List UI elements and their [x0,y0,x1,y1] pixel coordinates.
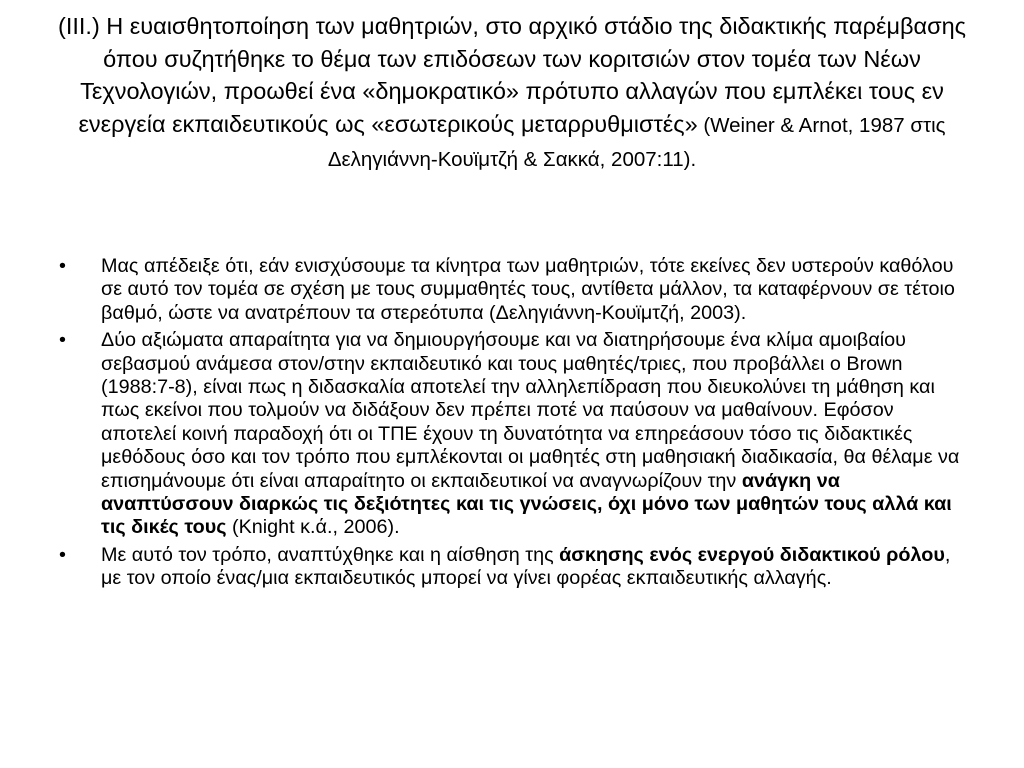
bullet-marker: • [59,329,66,352]
bullet-marker: • [59,543,66,566]
bullet-text: Με αυτό τον τρόπο, αναπτύχθηκε και η αίσθηση της [101,543,560,566]
bullet-item [0,329,1024,540]
bullet-list [0,255,1024,595]
heading-text: (ΙΙΙ.) Η ευαισθητοποίηση των μαθητριών, στο αρχικό στάδιο της διδακτικής παρέμβασης όπου συζητήθηκε το θέμα των επιδόσεων των κοριτσιών στον τομέα των Νέων Τεχνολογιών, προωθεί ένα «δημοκρατικό» πρότυπο αλλαγών που εμπλέκει τους εν ενεργεία εκπαιδευτικούς ως «εσωτερικούς μεταρρυθμιστές» [58,13,966,137]
bullet-marker: • [59,255,66,277]
bullet-text: Μας απέδειξε ότι, εάν ενισχύσουμε τα κίνητρα των μαθητριών, τότε εκείνες δεν υστερούν καθόλου σε αυτό τον τομέα σε σχέση με τους συμμαθητές τους, αντίθετα μάλλον, τα καταφέρνουν σε τέτοιο βαθμό, ώστε να ανατρέπουν τα στερεότυπα (Δεληγιάννη-Κουϊμτζή, 2003). [101,255,955,324]
bullet-item [0,544,1024,591]
bullet-citation: (Knight κ.ά., 2006). [226,516,400,539]
bullet-item [0,255,1024,325]
bullet-text: Δύο αξιώματα απαραίτητα για να δημιουργήσουμε και να διατηρήσουμε ένα κλίμα αμοιβαίου σεβασμού ανάμεσα στον/στην εκπαιδευτικό και τους μαθητές/τριες, που προβάλλει ο Brown (1988:7-8), είναι πως η διδασκαλία αποτελεί την αλληλεπίδραση που διευκολύνει τη μάθηση και πως εκείνοι που τολμούν να διδάξουν δεν πρέπει ποτέ να παύσουν να μαθαίνουν. Εφόσον αποτελεί κοινή παραδοχή ότι οι ΤΠΕ έχουν τη δυνατότητα να επηρεάσουν τόσο τις διδακτικές μεθόδους όσο και τον τρόπο που εμπλέκονται οι μαθητές στη μαθησιακή διαδικασία, θα θέλαμε να επισημάνουμε ότι είναι απαραίτητο οι εκπαιδευτικοί να αναγνωρίζουν την [101,329,960,492]
slide-heading [40,10,984,177]
bullet-emphasis: άσκησης ενός ενεργού διδακτικού ρόλου [559,543,945,566]
heading-citation: (Weiner & Arnot, 1987 στις Δεληγιάννη-Κουϊμτζή & Σακκά, 2007:11). [327,113,946,171]
bullet-text-tail: , με τον οποίο ένας/μια εκπαιδευτικός μπορεί να γίνει φορέας εκπαιδευτικής αλλαγής. [101,543,951,590]
bullet-emphasis: ανάγκη να αναπτύσσουν διαρκώς τις δεξιότητες και τις γνώσεις, όχι μόνο των μαθητών τους αλλά και τις δικές τους [101,469,952,539]
